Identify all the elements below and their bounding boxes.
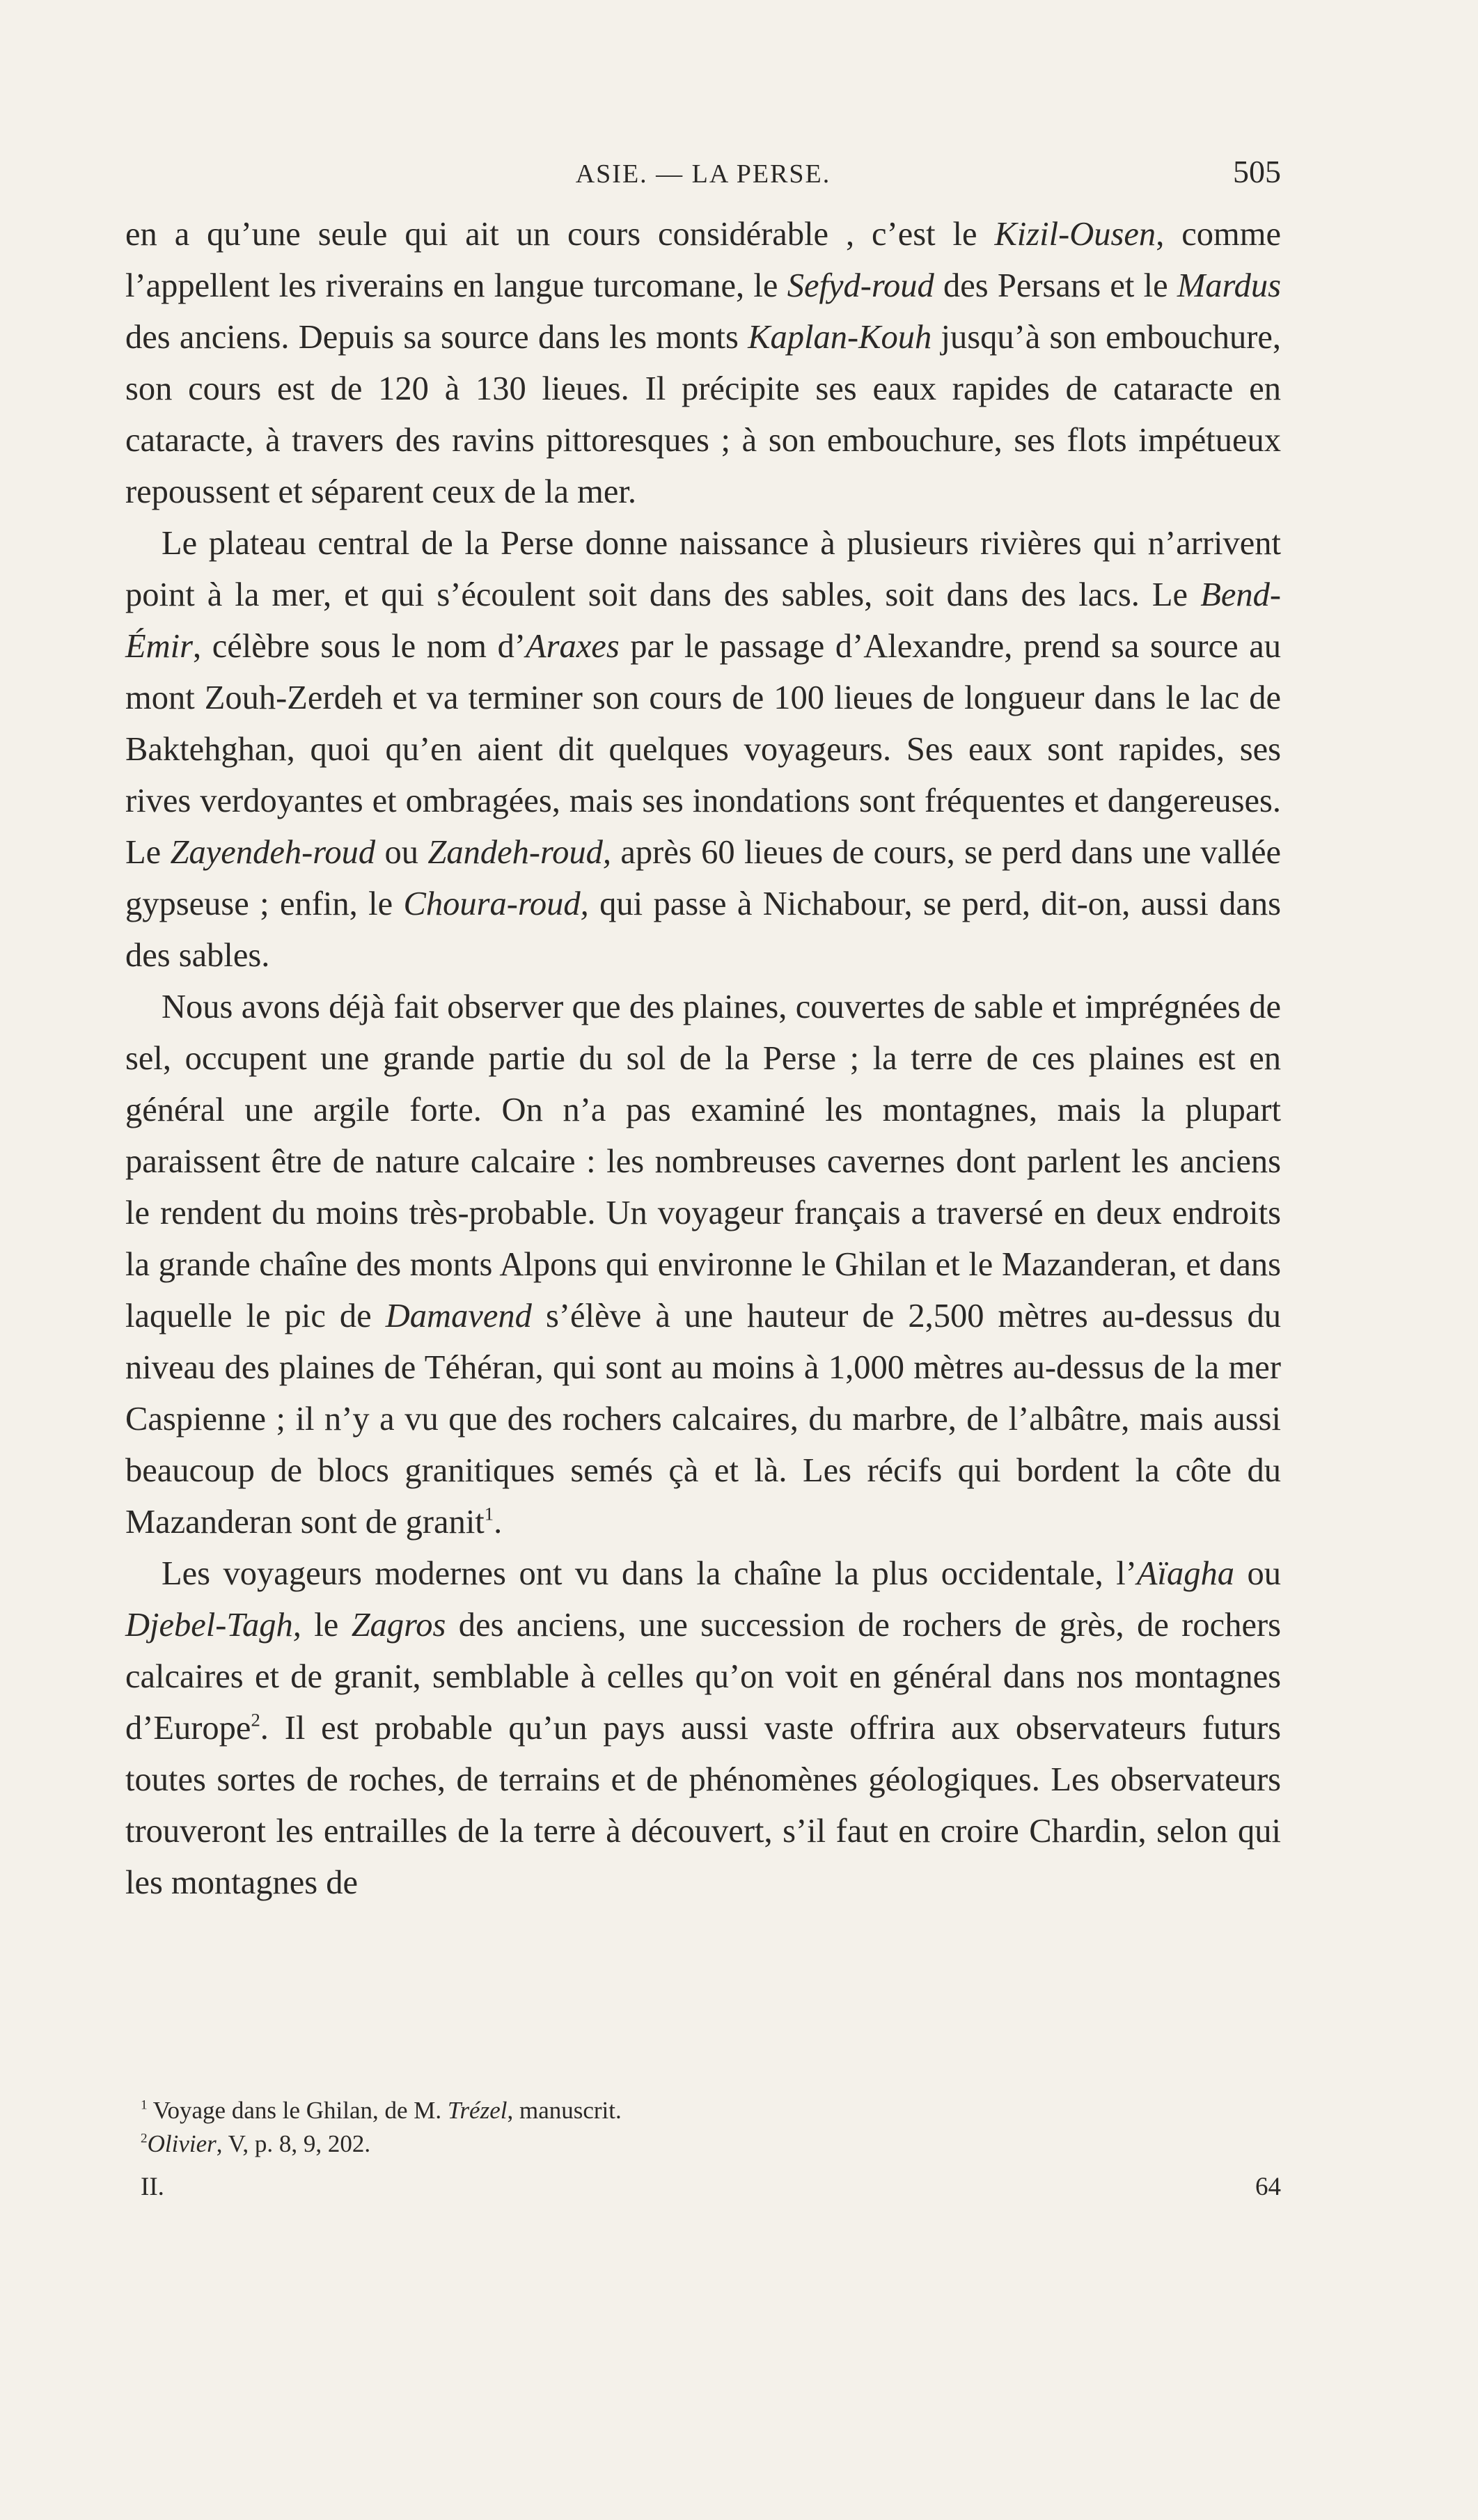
footnote-ref-2[interactable]: 2 [251, 1709, 260, 1731]
volume-mark: II. [141, 2173, 164, 2201]
footnote-ref-1[interactable]: 1 [484, 1503, 494, 1525]
paragraph-2: Le plateau central de la Perse donne naissance à plusieurs rivières qui n’arrivent point à la mer, et qui s’écoulent soit dans des sables, soit dans des lacs. Le Bend-Émir, célèbre sous le nom d’Araxes par le passage d’Alexandre, prend sa source au mont Zouh-Zerdeh et va terminer son cours de 100 lieues de longueur dans le lac de Baktehghan, quoi qu’en aient dit quelques voyageurs. Ses eaux sont rapides, ses rives verdoyantes et ombragées, mais ses inondations sont fréquentes et dangereuses. Le Zayendeh-roud ou Zandeh-roud, après 60 lieues de cours, se perd dans une vallée gypseuse ; enfin, le Choura-roud, qui passe à Nichabour, se perd, dit-on, aussi dans des sables. [125, 525, 1282, 974]
footnote-1: $^1$ Voyage dans le Ghilan, de M. Trézel, manuscrit. [141, 2097, 622, 2124]
footnote-2: $^2$Olivier, V, p. 8, 9, 202. [141, 2130, 371, 2157]
running-title: ASIE. — LA PERSE. [575, 159, 831, 189]
footnote-mark: 1 [141, 2097, 148, 2113]
footnote-mark: 2 [141, 2131, 148, 2146]
signature-line [125, 2172, 1281, 2214]
running-head [125, 154, 1281, 200]
paragraph-3: Nous avons déjà fait observer que des plaines, couvertes de sable et imprégnées de sel, occupent une grande partie du sol de la Perse ; la terre de ces plaines est en général une argile forte. On n’a pas examiné les montagnes, mais la plupart paraissent être de nature calcaire : les nombreuses cavernes dont parlent les anciens le rendent du moins très-probable. Un voyageur français a traversé en deux endroits la grande chaîne des monts Alpons qui environne le Ghilan et le Mazanderan, et dans laquelle le pic de Damavend s’élève à une hauteur de 2,500 mètres au-dessus du niveau des plaines de Téhéran, qui sont au moins à 1,000 mètres au-dessus de la mer Caspienne ; il n’y a vu que des rochers calcaires, du marbre, de l’albâtre, mais aussi beaucoup de blocs granitiques semés çà et là. Les récifs qui bordent la côte du Mazanderan sont de granit$^1$. [125, 989, 1281, 1541]
paragraph-4: Les voyageurs modernes ont vu dans la chaîne la plus occidentale, l’Aïagha ou Djebel-Tagh, le Zagros des anciens, une succession de rochers de grès, de rochers calcaires et de granit, semblable à celles qu’on voit en général dans nos montagnes d’Europe$^2$. Il est probable qu’un pays aussi vaste offrira aux observateurs futurs toutes sortes de roches, de terrains et de phénomènes géologiques. Les observateurs trouveront les entrailles de la terre à découvert, s’il faut en croire Chardin, selon qui les montagnes de [125, 1555, 1282, 1901]
body-text [125, 209, 1281, 1909]
paragraph-1: en a qu’une seule qui ait un cours considérable , c’est le Kizil-Ousen, comme l’appellent les riverains en langue turcomane, le Sefyd-roud des Persans et le Mardus des anciens. Depuis sa source dans les monts Kaplan-Kouh jusqu’à son embouchure, son cours est de 120 à 130 lieues. Il précipite ses eaux rapides de cataracte en cataracte, à travers des ravins pittoresques ; à son embouchure, ses flots impétueux repoussent et séparent ceux de la mer. [125, 216, 1282, 510]
sheet-signature: 64 [1255, 2173, 1281, 2201]
page-number: 505 [1233, 154, 1281, 189]
footnotes [125, 2094, 1281, 2161]
